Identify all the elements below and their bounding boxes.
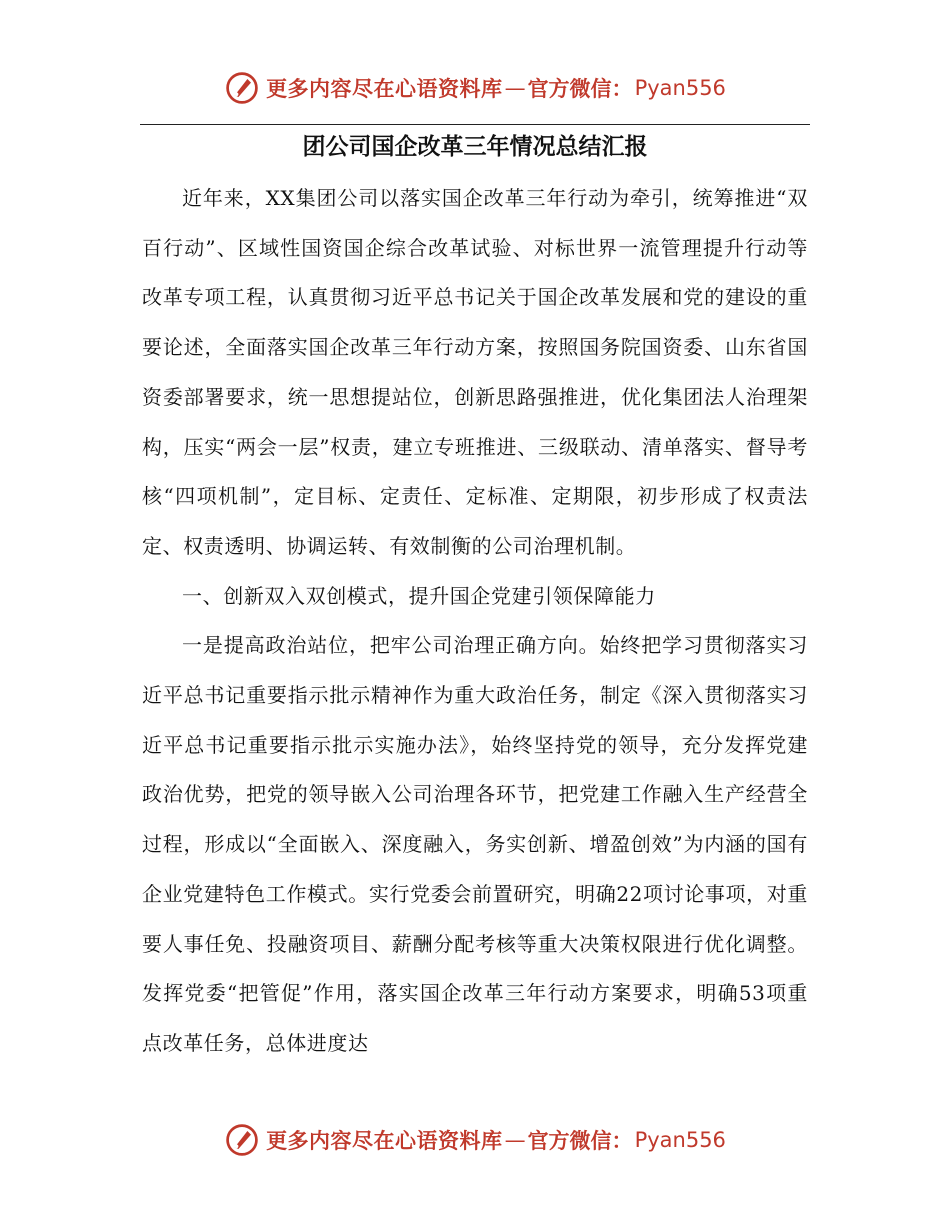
footer-banner [0,1120,950,1160]
banner-wechat-label: 官方微信： [527,77,633,101]
pen-nib-circle-icon [224,70,260,106]
banner-separator: — [504,1128,526,1152]
paragraph-intro: 近年来，XX集团公司以落实国企改革三年行动为牵引，统筹推进“双百行动”、区域性国资国企综合改革试验、对标世界一流管理提升行动等改革专项工程，认真贯彻习近平总书记关于国企改革发展和党的建设的重要论述，全面落实国企改革三年行动方案，按照国务院国资委、山东省国资委部署要求，统一思想提站位，创新思路强推进，优化集团法人治理架构，压实“两会一层”权责，建立专班推进、三级联动、清单落实、督导考核“四项机制”，定目标、定责任、定标准、定期限，初步形成了权责法定、权责透明、协调运转、有效制衡的公司治理机制。 [142,186,808,558]
banner-wechat-label: 官方微信： [527,1129,633,1153]
pen-nib-circle-icon [224,1122,260,1158]
banner-text: 更多内容尽在心语资料库 [266,1129,503,1153]
banner-wechat-id: Pyan556 [634,1128,726,1152]
document-title: 团公司国企改革三年情况总结汇报 [302,134,648,160]
paragraph-1: 一是提高政治站位，把牢公司治理正确方向。始终把学习贯彻落实习近平总书记重要指示批示精神作为重大政治任务，制定《深入贯彻落实习近平总书记重要指示批示实施办法》，始终坚持党的领导，充分发挥党建政治优势，把党的领导嵌入公司治理各环节，把党建工作融入生产经营全过程，形成以“全面嵌入、深度融入，务实创新、增盈创效”为内涵的国有企业党建特色工作模式。实行党委会前置研究，明确22项讨论事项，对重要人事任免、投融资项目、薪酬分配考核等重大决策权限进行优化调整。发挥党委“把管促”作用，落实国企改革三年行动方案要求，明确53项重点改革任务，总体进度达 [142,633,808,1055]
section-heading-1: 一、创新双入双创模式，提升国企党建引领保障能力 [182,583,656,608]
banner-wechat-id: Pyan556 [634,76,726,100]
header-banner [0,68,950,108]
document-body [142,174,808,1069]
header-rule [140,124,810,125]
banner-text: 更多内容尽在心语资料库 [266,77,503,101]
banner-separator: — [504,76,526,100]
